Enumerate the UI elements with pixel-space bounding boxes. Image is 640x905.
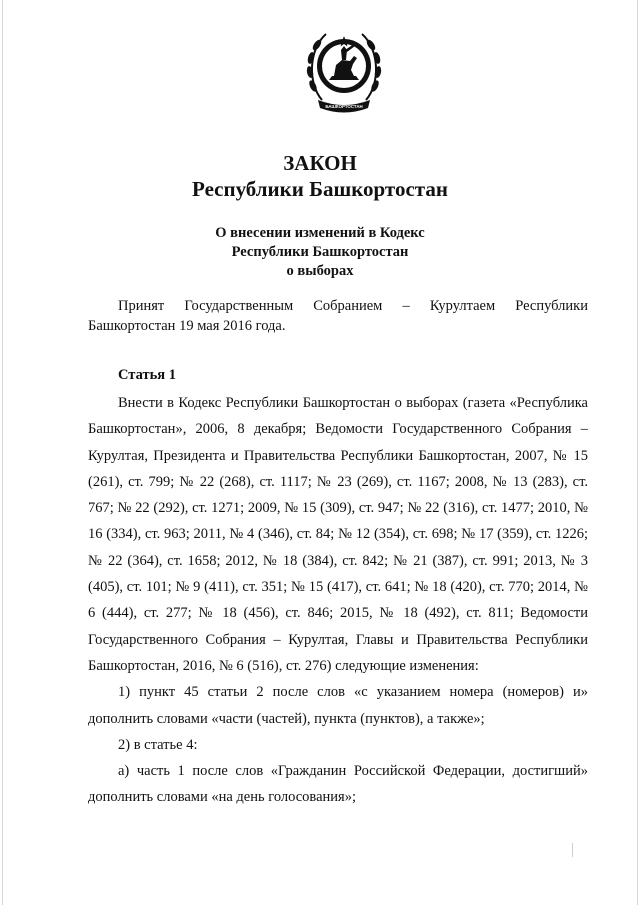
document-subject [0,224,640,281]
adoption-statement [88,296,588,336]
article-paragraph: а) часть 1 после слов «Гражданин Российской Федерации, достигший» дополнить словами «на день голосования»; [88,763,588,806]
article-paragraph: Внести в Кодекс Республики Башкортостан о выборах (газета «Республика Башкортостан», 2006, 8 декабря; Ведомости Государственного Собрания – Курултая, Президента и Правительства Республики Башкортостан, 2007, № 15 (261), ст. 799; № 22 (268), ст. 1117; № 23 (269), ст. 1167; 2008, № 13 (283), ст. 767; № 22 (292), ст. 1271; 2009, № 15 (309), ст. 947; № 22 (316), ст. 1477; 2010, № 16 (334), ст. 963; 2011, № 4 (346), ст. 84; № 12 (354), ст. 698; № 17 (359), ст. 1226; № 22 (364), ст. 1658; 2012, № 18 (384), ст. 842; № 21 (387), ст. 991; 2013, № 3 (405), ст. 101; № 9 (411), ст. 351; № 15 (417), ст. 641; № 18 (420), ст. 770; 2014, № 6 (444), ст. 277; № 18 (456), ст. 846; 2015, № 18 (492), ст. 811; Ведомости Государственного Собрания – Курултая, Главы и Правительства Республики Башкортостан, 2016, № 6 (516), ст. 276) следующие изменения: [88,395,588,674]
article-paragraph: 1) пункт 45 статьи 2 после слов «с указанием номера (номеров) и» дополнить словами «части (частей), пункта (пунктов), а также»; [88,684,588,727]
document-republic-title: Республики Башкортостан [192,177,448,201]
subject-line: О внесении изменений в Кодекс [215,225,425,241]
article-title: Статья 1 [118,367,176,383]
scan-mark [572,843,573,857]
article-paragraph: 2) в статье 4: [118,736,198,753]
adoption-text: Принят Государственным Собранием – Курултаем Республики Башкортостан 19 мая 2016 года. [88,298,588,334]
scan-edge-left [2,0,3,905]
subject-line: Республики Башкортостан [231,244,409,260]
document-type-title: ЗАКОН [283,151,357,175]
emblem-ribbon-text: БАШКОРТОСТАН [325,104,363,109]
bashkortostan-coat-of-arms-icon [304,20,384,118]
scan-edge-right [637,0,638,905]
article-body [88,390,588,811]
subject-line: о выборах [286,263,354,279]
